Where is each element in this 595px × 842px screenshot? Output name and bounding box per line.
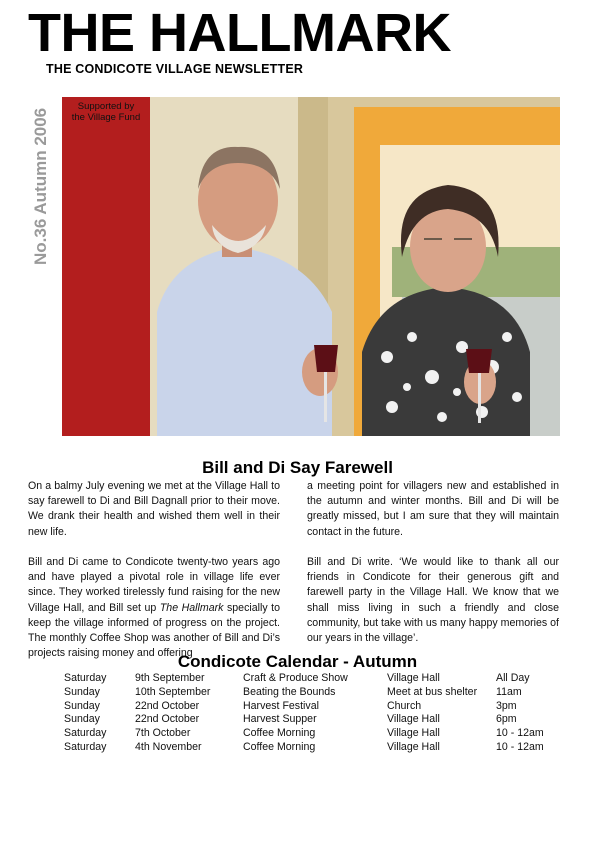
fund-note-line1: Supported by (77, 101, 135, 112)
calendar-place: Village Hall (387, 740, 440, 753)
calendar-time: 10 - 12am (496, 740, 544, 753)
photo-woman-glass (466, 349, 492, 373)
calendar-date: 22nd October (135, 713, 200, 726)
photo-red-band (62, 97, 150, 436)
calendar-day: Sunday (64, 685, 100, 698)
calendar-time: 3pm (496, 699, 517, 712)
calendar-date: 22nd October (135, 699, 200, 712)
article-paragraph (28, 555, 280, 661)
calendar-event: Coffee Morning (243, 727, 316, 740)
calendar-date: 7th October (135, 727, 191, 740)
masthead-title: THE HALLMARK (28, 3, 451, 63)
photo-woman-glass-stem (478, 373, 481, 423)
village-fund-note (66, 101, 146, 123)
masthead-subtitle: THE CONDICOTE VILLAGE NEWSLETTER (46, 62, 304, 76)
table-row (64, 700, 556, 714)
photo-man-glass (314, 345, 338, 372)
calendar-time: 10 - 12am (496, 727, 544, 740)
calendar-event: Coffee Morning (243, 740, 316, 753)
calendar-event: Harvest Supper (243, 713, 317, 726)
calendar-heading: Condicote Calendar - Autumn (177, 652, 418, 671)
calendar-date: 9th September (135, 672, 205, 684)
table-row (64, 686, 556, 700)
calendar-time: All Day (496, 672, 530, 684)
table-row (64, 727, 556, 741)
calendar-event: Harvest Festival (243, 699, 319, 712)
article-text: Bill and Di came to Condicote twenty-two years ago and have played a pivotal role in village life ever since. They worked tirelessly fund raising for the new Village Hall, and Bill set up (28, 556, 280, 614)
photo-man-glass-stem (324, 372, 327, 422)
calendar-table (64, 672, 556, 755)
article-column-right (307, 479, 559, 661)
fund-note-line2: the Village Fund (71, 112, 141, 123)
article-emphasis: The Hallmark (159, 601, 224, 614)
calendar-place: Church (387, 699, 422, 712)
article-paragraph: On a balmy July evening we met at the Village Hall to say farewell to Di and Bill Dagnall prior to their move. We drank their health and wished them well in their new life. (28, 480, 280, 538)
table-row (64, 741, 556, 755)
calendar-event: Beating the Bounds (243, 685, 336, 698)
calendar-date: 4th November (135, 740, 202, 753)
calendar-day: Saturday (64, 740, 107, 753)
calendar-date: 10th September (135, 685, 211, 698)
issue-label: No.36 Autumn 2006 (31, 107, 50, 265)
article-text: specially to keep the village informed of progress on the project. The monthly Coffee Shop was another of Bill and Di’s projects raising money and offering (28, 601, 280, 660)
article-column-left (28, 479, 280, 677)
calendar-place: Village Hall (387, 713, 440, 726)
calendar-day: Sunday (64, 713, 100, 726)
calendar-place: Village Hall (387, 672, 440, 684)
calendar-time: 6pm (496, 713, 517, 726)
table-row (64, 672, 556, 686)
calendar-day: Saturday (64, 727, 107, 740)
calendar-place: Meet at bus shelter (387, 685, 478, 698)
table-row (64, 713, 556, 727)
article-paragraph: Bill and Di write. ‘We would like to thank all our friends in Condicote for their generous gift and farewell party in the Village Hall. We know that we shall miss living in such a friendly and close community, but take with us many happy memories of our years in the village’. (307, 556, 559, 645)
article-headline: Bill and Di Say Farewell (202, 458, 393, 477)
calendar-day: Sunday (64, 699, 100, 712)
calendar-day: Saturday (64, 672, 107, 684)
calendar-time: 11am (496, 685, 522, 698)
calendar-place: Village Hall (387, 727, 440, 740)
calendar-event: Craft & Produce Show (243, 672, 348, 684)
article-paragraph: a meeting point for villagers new and established in the autumn and winter months. Bill and Di will be greatly missed, but I am sure that they will maintain contact in the future. (307, 480, 559, 538)
